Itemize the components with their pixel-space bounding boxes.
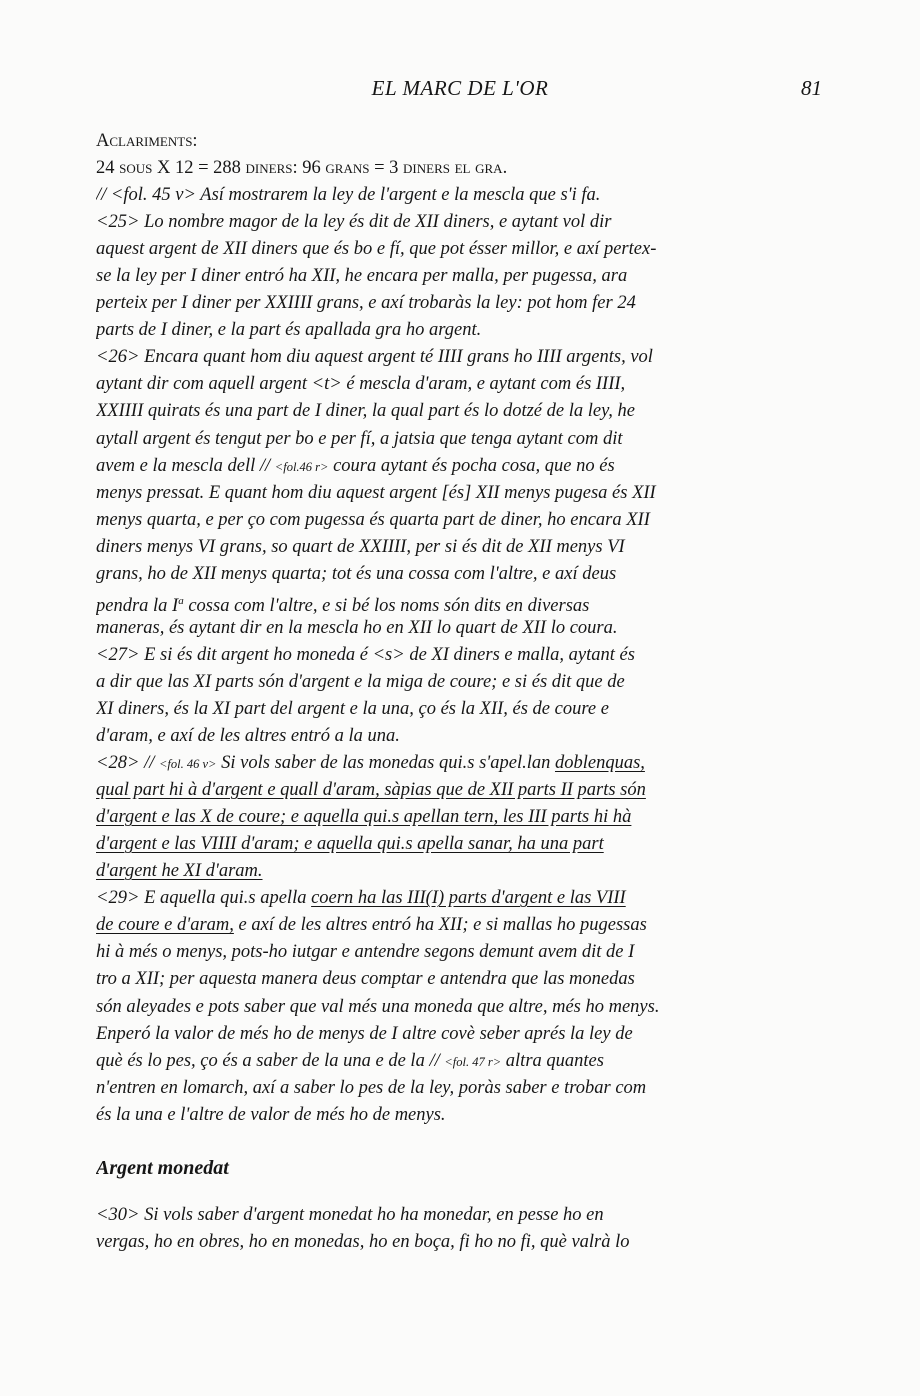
text-line: és la una e l'altre de valor de més ho de menys. [96,1104,446,1125]
text-line: vergas, ho en obres, ho en monedas, ho en boça, fi ho no fi, què valrà lo [96,1231,630,1252]
text-line: menys pressat. E quant hom diu aquest argent [és] XII menys pugesa és XII [96,482,656,503]
text-line: <27> E si és dit argent ho moneda é <s> de XI diners e malla, aytant és [96,644,635,665]
text-line: parts de I diner, e la part és apallada gra ho argent. [96,320,482,341]
text-line: se la ley per I diner entró ha XII, he encara per malla, per pugessa, ara [96,266,628,287]
spacer [96,1182,829,1202]
text-line: aquest argent de XII diners que és bo e fí, que pot ésser millor, e axí pertex- [96,239,657,260]
page-body [96,128,829,1256]
spacer [96,1129,829,1155]
underlined-text: de coure e d'aram, [96,915,234,936]
text-line: <29> E aquella qui.s apella coern ha las III(I) parts d'argent e las VIII [96,888,626,909]
text-line: Enperó la valor de més ho de menys de I altre covè seber aprés la ley de [96,1023,633,1044]
text-line: menys quarta, e per ço com pugessa és quarta part de diner, ho encara XII [96,509,650,530]
page-number: 81 [801,76,822,100]
text-line: n'entren en lomarch, axí a saber lo pes de la ley, poràs saber e trobar com [96,1077,647,1098]
text-line: avem e la mescla dell // <fol.46 r> coura aytant és pocha cosa, que no és [96,455,615,476]
aclariments-equation: 24 sous X 12 = 288 diners: 96 grans = 3 diners el gra. [96,158,508,179]
text-line: perteix per I diner per XXIIII grans, e axí trobaràs la ley: pot hom fer 24 [96,293,636,314]
underlined-line: qual part hi à d'argent e quall d'aram, sàpias que de XII parts II parts són [96,780,646,801]
text-line: grans, ho de XII menys quarta; tot és una cossa com l'altre, e axí deus [96,563,617,584]
text-line: són aleyades e pots saber que val més una moneda que altre, més ho menys. [96,996,660,1017]
running-title: EL MARC DE L'OR [371,76,549,100]
folio-marker: <fol. 47 r> [444,1054,502,1069]
page-header [96,76,824,106]
text-line: aytant dir com aquell argent <t> é mescla d'aram, e aytant com és IIII, [96,374,626,395]
text-line: <25> Lo nombre magor de la ley és dit de XII diners, e aytant vol dir [96,212,612,233]
text-line: què és lo pes, ço és a saber de la una e de la // <fol. 47 r> altra quantes [96,1050,604,1071]
underlined-line: d'argent he XI d'aram. [96,861,263,882]
text-line: // <fol. 45 v> Así mostrarem la ley de l'argent e la mescla que s'i fa. [96,185,601,206]
text-line: maneras, és aytant dir en la mescla ho en XII lo quart de XII lo coura. [96,617,618,638]
text-line: diners menys VI grans, so quart de XXIIII, per si és dit de XII menys VI [96,536,625,557]
underlined-line: d'argent e las X de coure; e aquella qui.s apellan tern, les III parts hi hà [96,807,632,828]
underlined-text: doblenquas, [554,753,645,774]
text-line: XXIIII quirats és una part de I diner, la qual part és lo dotzé de la ley, he [96,401,635,422]
text-line: XI diners, és la XI part del argent e la una, ço és la XII, és de coure e [96,698,609,719]
text-line: tro a XII; per aquesta manera deus comptar e antendra que las monedas [96,969,635,990]
text-line: a dir que las XI parts són d'argent e la miga de coure; e si és dit que de [96,671,625,692]
text-line: hi à més o menys, pots-ho iutgar e antendre segons demunt avem dit de I [96,942,635,963]
text-line: <26> Encara quant hom diu aquest argent té IIII grans ho IIII argents, vol [96,347,653,368]
underlined-text: coern ha las III(I) parts d'argent e las VIII [311,888,626,909]
text-line: <28> // <fol. 46 v> Si vols saber de las monedas qui.s s'apel.lan doblenquas, [96,753,645,774]
text-line: de coure e d'aram, e axí de les altres entró ha XII; e si mallas ho pugessas [96,915,647,936]
text-line: aytall argent és tengut per bo e per fí, a jatsia que tenga aytant com dit [96,428,623,449]
folio-marker: <fol.46 r> [274,459,329,474]
text-line: <30> Si vols saber d'argent monedat ho ha monedar, en pesse ho en [96,1204,604,1225]
aclariments-label: Aclariments: [96,131,198,151]
text-line: pendra la $I^a$ cossa com l'altre, e si bé los noms són dits en diversas [96,594,590,615]
text-line: d'aram, e axí de les altres entró a la una. [96,726,400,747]
underlined-line: d'argent e las VIIII d'aram; e aquella qui.s apella sanar, ha una part [96,834,604,855]
section-heading: Argent monedat [96,1156,229,1179]
folio-marker: <fol. 46 v> [159,757,217,772]
superscript: a [178,594,184,607]
